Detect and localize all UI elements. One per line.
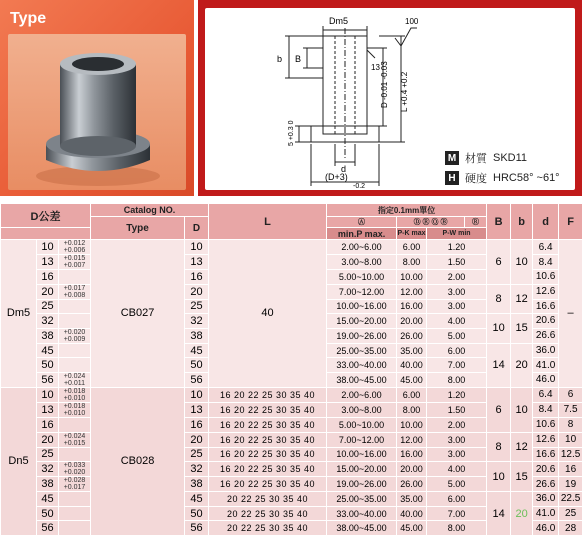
d-cell: 8.4 <box>533 402 559 417</box>
L-options-cell: 16 20 22 25 30 35 40 <box>209 447 327 462</box>
b-cell: 20 <box>511 343 533 387</box>
D-cell: 20 <box>185 284 209 299</box>
pw-cell: 3.00 <box>427 432 487 447</box>
dplus3-tolerance-label: -0.2 <box>353 183 365 190</box>
pw-cell: 1.20 <box>427 387 487 402</box>
table-row <box>1 387 582 402</box>
pk-cell: 6.00 <box>397 240 427 255</box>
d-cell: 20.6 <box>533 314 559 329</box>
d-cell: 41.0 <box>533 358 559 373</box>
roughness-label: 100 <box>405 17 419 26</box>
pk-cell: 6.00 <box>397 387 427 402</box>
material-value: SKD11 <box>493 152 527 164</box>
pk-cell: 10.00 <box>397 417 427 432</box>
p-range-cell: 25.00~35.00 <box>327 343 397 358</box>
D-cell: 50 <box>185 506 209 521</box>
d-cell: 8.4 <box>533 255 559 270</box>
tolerance-value: +0.008 <box>59 292 90 299</box>
L-options-cell: 16 20 22 25 30 35 40 <box>209 462 327 477</box>
header-pk: P-K max <box>397 228 427 240</box>
D-value-cell: 10 <box>37 387 59 402</box>
header-A: Ⓐ <box>327 217 397 228</box>
tolerance-value: +0.010 <box>59 410 90 417</box>
D-value-cell: 16 <box>37 417 59 432</box>
spec-table <box>0 203 582 536</box>
D-cell: 45 <box>185 492 209 507</box>
product-photo-panel <box>0 0 194 196</box>
tolerance-value: +0.024 <box>59 373 90 380</box>
p-range-cell: 19.00~26.00 <box>327 328 397 343</box>
table-row <box>1 240 582 255</box>
B-cell: 8 <box>487 284 511 314</box>
pk-cell: 35.00 <box>397 492 427 507</box>
tolerance-cell <box>59 521 91 536</box>
B-cell: 8 <box>487 432 511 462</box>
header-B: B <box>487 204 511 240</box>
d-cell: 12.6 <box>533 432 559 447</box>
tolerance-cell <box>59 477 91 492</box>
F-cell: 6 <box>559 387 582 402</box>
B-cell: 14 <box>487 343 511 387</box>
L-options-cell: 16 20 22 25 30 35 40 <box>209 387 327 402</box>
tolerance-value: +0.007 <box>59 262 90 269</box>
tolerance-cell <box>59 270 91 285</box>
F-cell: 19 <box>559 477 582 492</box>
tolerance-value: +0.018 <box>59 403 90 410</box>
D-cell: 32 <box>185 462 209 477</box>
B-cell: 10 <box>487 462 511 492</box>
D-value-cell: 32 <box>37 462 59 477</box>
D-cell: 16 <box>185 270 209 285</box>
pw-cell: 5.00 <box>427 328 487 343</box>
D-cell: 32 <box>185 314 209 329</box>
D-value-cell: 50 <box>37 506 59 521</box>
D-value-cell: 25 <box>37 447 59 462</box>
tolerance-value: +0.015 <box>59 255 90 262</box>
D-value-cell: 13 <box>37 255 59 270</box>
header-R: Ⓡ <box>465 217 487 228</box>
product-photo <box>8 34 186 190</box>
tolerance-cell <box>59 432 91 447</box>
top-section <box>0 0 582 200</box>
pw-cell: 8.00 <box>427 521 487 536</box>
pk-cell: 8.00 <box>397 402 427 417</box>
pk-cell: 20.00 <box>397 314 427 329</box>
F-cell: 28 <box>559 521 582 536</box>
pk-cell: 16.00 <box>397 299 427 314</box>
pk-cell: 45.00 <box>397 521 427 536</box>
p-range-cell: 38.00~45.00 <box>327 372 397 387</box>
p-range-cell: 33.00~40.00 <box>327 506 397 521</box>
B-cell: 10 <box>487 314 511 344</box>
b-cell: 15 <box>511 314 533 344</box>
D-value-cell: 45 <box>37 492 59 507</box>
D-value-cell: 56 <box>37 521 59 536</box>
D-value-cell: 20 <box>37 432 59 447</box>
technical-drawing <box>205 8 575 190</box>
header-L: L <box>209 204 327 240</box>
type-cell: CB027 <box>91 240 185 388</box>
material-icon: M <box>445 151 459 165</box>
D-value-cell: 56 <box>37 372 59 387</box>
header-b: b <box>511 204 533 240</box>
D-cell: 13 <box>185 255 209 270</box>
p-range-cell: 19.00~26.00 <box>327 477 397 492</box>
tolerance-value: +0.017 <box>59 484 90 491</box>
D-value-cell: 38 <box>37 477 59 492</box>
header-catalog: Catalog NO. <box>91 204 209 217</box>
tolerance-value: +0.015 <box>59 440 90 447</box>
L-cell: 40 <box>209 240 327 388</box>
header-d-tolerance: D公差 <box>1 204 91 228</box>
tolerance-cell <box>59 372 91 387</box>
p-range-cell: 7.00~12.00 <box>327 432 397 447</box>
technical-drawing-panel <box>198 0 582 196</box>
D-value-cell: 20 <box>37 284 59 299</box>
tolerance-value: +0.009 <box>59 336 90 343</box>
five-tolerance-label: 5 +0.3 0 <box>288 120 295 146</box>
L-tolerance-label: L +0.4 +0.2 <box>400 71 409 112</box>
p-range-cell: 38.00~45.00 <box>327 521 397 536</box>
D-cell: 50 <box>185 358 209 373</box>
material-label: 材質 <box>465 150 487 166</box>
pw-cell: 6.00 <box>427 343 487 358</box>
pw-cell: 1.50 <box>427 402 487 417</box>
tolerance-cell <box>59 284 91 299</box>
pw-cell: 2.00 <box>427 270 487 285</box>
tolerance-value: +0.010 <box>59 395 90 402</box>
b-cell: 10 <box>511 387 533 432</box>
F-cell: 8 <box>559 417 582 432</box>
b-label: b <box>277 54 282 64</box>
pk-cell: 12.00 <box>397 432 427 447</box>
D-cell: 38 <box>185 477 209 492</box>
dm-cell: Dn5 <box>1 387 37 535</box>
tolerance-cell <box>59 314 91 329</box>
L-options-cell: 16 20 22 25 30 35 40 <box>209 402 327 417</box>
D-cell: 56 <box>185 372 209 387</box>
L-options-cell: 16 20 22 25 30 35 40 <box>209 477 327 492</box>
tolerance-cell <box>59 447 91 462</box>
header-D: D <box>185 217 209 240</box>
D-value-cell: 38 <box>37 328 59 343</box>
p-range-cell: 3.00~8.00 <box>327 402 397 417</box>
b-cell: 20 <box>511 492 533 536</box>
D-cell: 13 <box>185 402 209 417</box>
p-range-cell: 10.00~16.00 <box>327 447 397 462</box>
d-cell: 16.6 <box>533 299 559 314</box>
bushing-illustration <box>8 34 186 190</box>
dm-cell: Dm5 <box>1 240 37 388</box>
b-cell: 15 <box>511 462 533 492</box>
spec-table-wrapper <box>0 203 582 535</box>
p-range-cell: 7.00~12.00 <box>327 284 397 299</box>
tolerance-cell <box>59 358 91 373</box>
D-cell: 10 <box>185 387 209 402</box>
tolerance-value: +0.012 <box>59 240 90 247</box>
F-cell: 22.5 <box>559 492 582 507</box>
tolerance-cell <box>59 417 91 432</box>
L-options-cell: 20 22 25 30 35 40 <box>209 521 327 536</box>
B-cell: 6 <box>487 387 511 432</box>
D-value-cell: 25 <box>37 299 59 314</box>
tolerance-cell <box>59 328 91 343</box>
b-cell: 12 <box>511 284 533 314</box>
header-type: Type <box>91 217 185 240</box>
pk-cell: 20.00 <box>397 462 427 477</box>
tolerance-value: +0.024 <box>59 433 90 440</box>
p-range-cell: 2.00~6.00 <box>327 240 397 255</box>
p-range-cell: 10.00~16.00 <box>327 299 397 314</box>
pk-cell: 12.00 <box>397 284 427 299</box>
b-cell: 10 <box>511 240 533 285</box>
D-cell: 20 <box>185 432 209 447</box>
tolerance-cell <box>59 255 91 270</box>
F-cell: 16 <box>559 462 582 477</box>
D-value-cell: 10 <box>37 240 59 255</box>
pk-cell: 10.00 <box>397 270 427 285</box>
tolerance-value: +0.006 <box>59 247 90 254</box>
D-cell: 45 <box>185 343 209 358</box>
p-range-cell: 5.00~10.00 <box>327 417 397 432</box>
d-cell: 6.4 <box>533 240 559 255</box>
tolerance-cell <box>59 387 91 402</box>
F-cell: 7.5 <box>559 402 582 417</box>
d-cell: 6.4 <box>533 387 559 402</box>
L-options-cell: 16 20 22 25 30 35 40 <box>209 417 327 432</box>
pw-cell: 2.00 <box>427 417 487 432</box>
d-label: d <box>341 164 346 174</box>
pk-cell: 40.00 <box>397 506 427 521</box>
D-value-cell: 16 <box>37 270 59 285</box>
D-cell: 10 <box>185 240 209 255</box>
d-cell: 26.6 <box>533 477 559 492</box>
d-cell: 41.0 <box>533 506 559 521</box>
D-cell: 16 <box>185 417 209 432</box>
pw-cell: 3.00 <box>427 447 487 462</box>
header-d: d <box>533 204 559 240</box>
B-label: B <box>295 54 301 64</box>
hardness-spec <box>445 170 560 186</box>
p-range-cell: 2.00~6.00 <box>327 387 397 402</box>
pk-cell: 16.00 <box>397 447 427 462</box>
d-cell: 10.6 <box>533 270 559 285</box>
p-range-cell: 5.00~10.00 <box>327 270 397 285</box>
L-options-cell: 20 22 25 30 35 40 <box>209 506 327 521</box>
tolerance-value: +0.020 <box>59 329 90 336</box>
D-cell: 25 <box>185 299 209 314</box>
pk-cell: 35.00 <box>397 343 427 358</box>
pw-cell: 5.00 <box>427 477 487 492</box>
tolerance-value: +0.020 <box>59 469 90 476</box>
header-spec: 指定0.1mm單位 <box>327 204 487 217</box>
pw-cell: 4.00 <box>427 314 487 329</box>
tolerance-value: +0.017 <box>59 285 90 292</box>
D-value-cell: 32 <box>37 314 59 329</box>
tolerance-cell <box>59 299 91 314</box>
material-spec <box>445 150 527 166</box>
tolerance-cell <box>59 343 91 358</box>
header-D-mark: Ⓓ Ⓡ Ⓞ Ⓑ <box>397 217 465 228</box>
d-cell: 46.0 <box>533 372 559 387</box>
type-cell: CB028 <box>91 387 185 535</box>
tolerance-cell <box>59 492 91 507</box>
p-range-cell: 33.00~40.00 <box>327 358 397 373</box>
header-F: F <box>559 204 582 240</box>
B-cell: 6 <box>487 240 511 285</box>
table-row <box>1 432 582 447</box>
pw-cell: 7.00 <box>427 506 487 521</box>
tolerance-value: +0.011 <box>59 380 90 387</box>
header-pw: P-W min <box>427 228 487 240</box>
D-cell: 38 <box>185 328 209 343</box>
hardness-label: 硬度 <box>465 170 487 186</box>
L-options-cell: 16 20 22 25 30 35 40 <box>209 432 327 447</box>
pw-cell: 1.20 <box>427 240 487 255</box>
pw-cell: 4.00 <box>427 462 487 477</box>
d-cell: 36.0 <box>533 492 559 507</box>
pw-cell: 7.00 <box>427 358 487 373</box>
p-range-cell: 3.00~8.00 <box>327 255 397 270</box>
F-cell: – <box>559 240 582 388</box>
D-value-cell: 45 <box>37 343 59 358</box>
D-value-cell: 50 <box>37 358 59 373</box>
F-cell: 25 <box>559 506 582 521</box>
B-cell: 14 <box>487 492 511 536</box>
pw-cell: 3.00 <box>427 284 487 299</box>
d-cell: 46.0 <box>533 521 559 536</box>
D-value-cell: 13 <box>37 402 59 417</box>
d-cell: 20.6 <box>533 462 559 477</box>
hardness-value: HRC58° ~61° <box>493 172 560 184</box>
tolerance-cell <box>59 462 91 477</box>
D-tolerance-label: D -0.01 -0.03 <box>380 61 389 108</box>
tolerance-cell <box>59 240 91 255</box>
header-min-p: min.P max. <box>327 228 397 240</box>
L-options-cell: 20 22 25 30 35 40 <box>209 492 327 507</box>
tolerance-value: +0.033 <box>59 462 90 469</box>
pw-cell: 8.00 <box>427 372 487 387</box>
tolerance-cell <box>59 506 91 521</box>
d-cell: 12.6 <box>533 284 559 299</box>
dplus3-label: (D+3) <box>325 172 348 182</box>
pw-cell: 6.00 <box>427 492 487 507</box>
tolerance-cell <box>59 402 91 417</box>
pw-cell: 3.00 <box>427 299 487 314</box>
dm-label: Dm5 <box>329 16 348 26</box>
D-cell: 56 <box>185 521 209 536</box>
pk-cell: 26.00 <box>397 328 427 343</box>
d-cell: 26.6 <box>533 328 559 343</box>
thirteen-label: 13 <box>371 63 380 72</box>
d-cell: 10.6 <box>533 417 559 432</box>
D-cell: 25 <box>185 447 209 462</box>
tolerance-value: +0.018 <box>59 388 90 395</box>
pk-cell: 8.00 <box>397 255 427 270</box>
table-row <box>1 462 582 477</box>
pk-cell: 26.00 <box>397 477 427 492</box>
d-cell: 16.6 <box>533 447 559 462</box>
b-cell: 12 <box>511 432 533 462</box>
pk-cell: 45.00 <box>397 372 427 387</box>
F-cell: 12.5 <box>559 447 582 462</box>
p-range-cell: 15.00~20.00 <box>327 314 397 329</box>
type-label: Type <box>10 10 46 28</box>
pw-cell: 1.50 <box>427 255 487 270</box>
pk-cell: 40.00 <box>397 358 427 373</box>
p-range-cell: 25.00~35.00 <box>327 492 397 507</box>
d-cell: 36.0 <box>533 343 559 358</box>
tolerance-value: +0.028 <box>59 477 90 484</box>
F-cell: 10 <box>559 432 582 447</box>
table-row <box>1 492 582 507</box>
hardness-icon: H <box>445 171 459 185</box>
p-range-cell: 15.00~20.00 <box>327 462 397 477</box>
